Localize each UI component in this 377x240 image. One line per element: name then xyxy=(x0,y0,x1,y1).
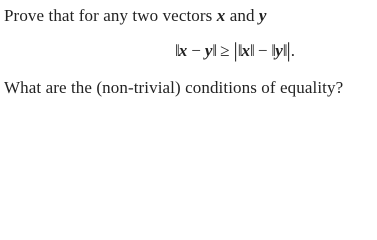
minus-sign: − xyxy=(191,41,201,60)
norm-bar-left-close: ‖ xyxy=(212,41,217,60)
vector-x: x xyxy=(216,6,226,25)
formula-y: y xyxy=(204,41,213,60)
norm-y-var: y xyxy=(275,41,283,60)
formula-x: x xyxy=(178,41,188,60)
minus-sign-2: − xyxy=(257,41,268,60)
intro-line xyxy=(4,6,267,26)
problem-statement xyxy=(0,0,377,114)
vector-y: y xyxy=(258,6,267,25)
inequality-formula xyxy=(175,36,295,65)
norm-x-var: x xyxy=(241,41,251,60)
formula-period: . xyxy=(290,41,295,60)
question-text: What are the (non-trivial) conditions of equality? xyxy=(4,78,344,97)
greater-equal-sign: ≥ xyxy=(220,41,230,60)
abs-bar-open: | xyxy=(233,38,238,62)
norm-x-close: ‖ xyxy=(250,41,254,60)
norm-bar-left-open: ‖ xyxy=(175,41,179,60)
norm-x-open: ‖ xyxy=(237,41,242,60)
inequality-display xyxy=(0,36,377,64)
intro-text: Prove that for any two vectors xyxy=(4,6,213,25)
abs-bar-close: | xyxy=(286,38,291,62)
norm-y-close: ‖ xyxy=(282,41,287,60)
conjunction-text: and xyxy=(229,6,255,25)
norm-y-open: ‖ xyxy=(271,41,276,60)
